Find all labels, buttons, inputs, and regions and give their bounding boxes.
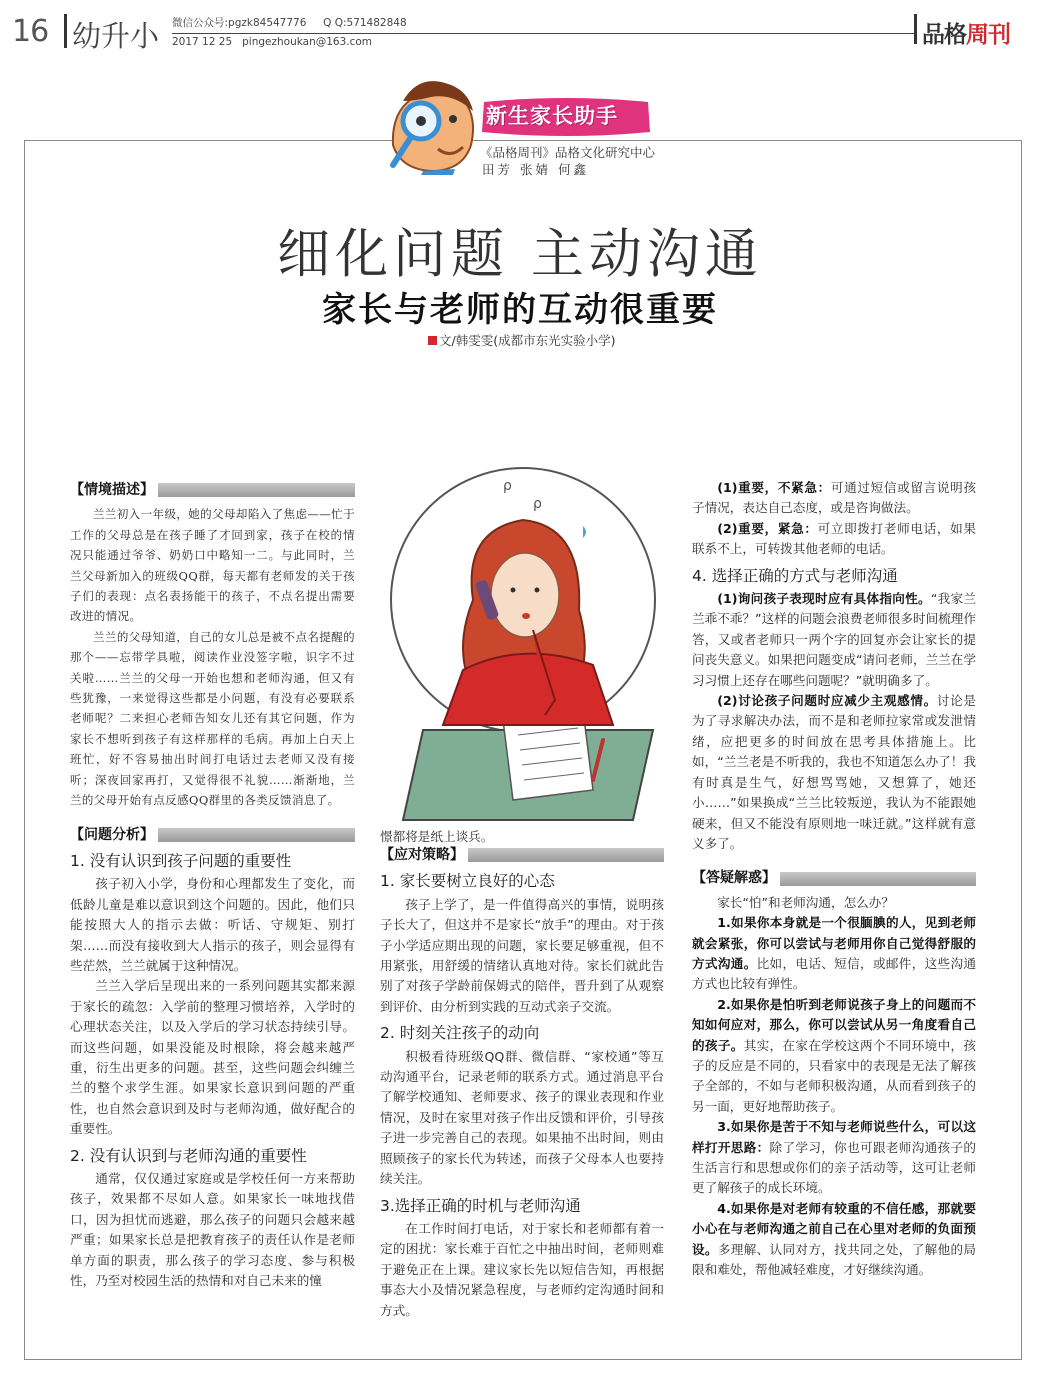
paragraph-continuation: 憬都将是纸上谈兵。 (380, 829, 494, 844)
paragraph: 兰兰的父母知道，自己的女儿总是被不点名提醒的那个——忘带学具啦，阅读作业没签字啦，识字不过关啦……兰兰的父母一开始也想和老师沟通，但又有些犹豫，一来觉得这些都是小问题，有没有必要联系老师呢？二来担心老师告知女儿还有其它问题，作为家长不想听到孩子有这样那样的毛病。再加上白天上班忙，好不容易抽出时间打电话过去老师又没有接听；深夜回家再打，又觉得很不礼貌……渐渐地，兰兰的父母开始有点反感QQ群里的各类反馈消息了。 (70, 629, 355, 808)
mother-on-phone-illustration (383, 460, 663, 830)
section-heading: 【应对策略】 (380, 845, 664, 865)
paragraph: 在工作时间打电话，对于家长和老师都有着一定的困扰：家长难于百忙之中抽出时间，老师则难于避免正在上课。建议家长先以短信告知，再根据事态大小及情况紧急程度，与老师约定沟通时间和方式。 (380, 1220, 664, 1318)
header-divider (64, 14, 67, 48)
paragraph: 通常，仅仅通过家庭或是学校任何一方来帮助孩子，效果都不尽如人意。如果家长一味地找借口，因为担忧而逃避，那么孩子的问题只会越来越严重；如果家长总是把教育孩子的责任认作是老师单方面的职责，那么孩子的学习态度、参与积极性，乃至对校园生活的热情和对自己未来的憧 (70, 1171, 355, 1289)
answer-item: 1.如果你本身就是一个很腼腆的人，见到老师就会紧张，你可以尝试与老师用你自己觉得舒服的方式沟通。比如，电话、短信，或邮件，这些沟通方式也比较有弹性。 (692, 915, 977, 992)
answer-item: 2.如果你是怕听到老师说孩子身上的问题而不知如何应对，那么，你可以尝试从另一角度看自己的孩子。其实，在家在学校这两个不同环境中，孩子的反应是不同的，只看家中的表现是无法了解孩子全部的，不如与老师积极沟通，从而看到孩子的另一面，更好地帮助孩子。 (692, 996, 977, 1114)
paragraph: (2)重要，紧急：可立即拨打老师电话，如果联系不上，可转拨其他老师的电话。 (692, 520, 977, 557)
paragraph: (2)讨论孩子问题时应减少主观感情。讨论是为了寻求解决办法，而不是和老师拉家常或发泄情绪，应把更多的时间放在思考具体措施上。比如，“兰兰老是不听我的，我也不知道怎么办了！我有时真是生气，好想骂骂她，又想算了，她还小……”如果换成“兰兰比较叛逆，我认为不能跟她硬来，但又不能没有原则地一味迁就。”这样就有意义多了。 (692, 693, 977, 851)
feature-tag: 新生家长助手 (486, 104, 618, 128)
qq-number: Q Q:571482848 (323, 17, 407, 29)
wechat-id: 微信公众号:pgzk84547776 (172, 17, 307, 29)
question-intro: 家长“怕”和老师沟通，怎么办？ (717, 894, 894, 910)
article-title: 细化问题 主动沟通 (277, 224, 763, 285)
issue-date: 2017 12 25 (172, 36, 233, 48)
paragraph: 积极看待班级QQ群、微信群、“家校通”等互动沟通平台，记录老师的联系方式。通过消息平台了解学校通知、老师要求、孩子的课业表现和作业情况，及时在家里对孩子作出反馈和评价，引导孩子进一步完善自己的表现。如果抽不出时间，则由照顾孩子的家长代为转述，而孩子父母本人也要持续关注。 (380, 1048, 664, 1187)
brand-logo: 品格周刊 (922, 22, 1010, 48)
header-rule (172, 33, 914, 34)
paragraph: 孩子上学了，是一件值得高兴的事情，说明孩子长大了，但这并不是家长“放手”的理由。对于孩子小学适应期出现的问题，家长要足够重视，但不用紧张，用舒缓的情绪认真地对待。家长们就此告别了对孩子学龄前保姆式的陪伴，晋升到了从观察到评价、由分析到实践的互动式亲子交流。 (380, 896, 664, 1014)
svg-text:ρ: ρ (503, 478, 512, 494)
section-heading: 【情境描述】 (70, 480, 355, 500)
column-middle (380, 845, 664, 1321)
paragraph: 兰兰入学后呈现出来的一系列问题其实都来源于家长的疏忽：入学前的整理习惯培养，入学时的心理状态关注，以及入学后的学习状态持续引导。而这些问题，如果没能及时根除，将会越来越严重，衍生出更多的问题。甚至，这些问题会纠缠兰兰的整个求学生涯。如果家长意识到问题的严重性，也自然会意识到及时与老师沟通，做好配合的重要性。 (70, 978, 355, 1137)
feature-authors: 田芳 张婧 何鑫 (482, 162, 589, 177)
answer-item: 4.如果你是对老师有较重的不信任感，那就要小心在与老师沟通之前自己在心里对老师的负面预设。多理解、认同对方，找共同之处，了解他的局限和难处，帮他减轻难度，才好继续沟通。 (692, 1200, 977, 1278)
paragraph: (1)询问孩子表现时应有具体指向性。“我家兰兰乖不乖？”这样的问题会浪费老师很多时间梳理作答，又或者老师只一两个字的回复亦会让家长的提问丧失意义。如果把问题变成“请问老师，兰兰在学习习惯上还存在哪些问题呢？”就明确多了。 (692, 591, 976, 688)
section-heading: 【答疑解惑】 (692, 868, 976, 888)
research-center: 《品格周刊》品格文化研究中心 (480, 145, 656, 160)
column-left (70, 480, 355, 1291)
sub-heading: 2. 时刻关注孩子的动向 (380, 1024, 540, 1043)
mascot-magnifier-icon (383, 75, 493, 175)
answer-item: 3.如果你是苦于不知与老师说些什么，可以这样打开思路：除了学习，你也可跟老师沟通孩子的生活言行和思想或你们的亲子活动等，这可让老师更了解孩子的成长环境。 (692, 1119, 977, 1196)
byline: 文/韩雯雯(成都市东光实验小学) (428, 331, 615, 349)
paragraph: 孩子初入小学，身份和心理都发生了变化，而低龄儿童是难以意识到这个问题的。因此，他们只能按照大人的指示去做：听话、守规矩、别打架……而没有接收到大人指示的孩子，则会显得有些茫然，兰兰就属于这种情况。 (70, 876, 355, 973)
sub-heading: 1. 家长要树立良好的心态 (380, 872, 555, 891)
section-heading: 【问题分析】 (70, 825, 355, 845)
sub-heading: 4. 选择正确的方式与老师沟通 (692, 566, 898, 585)
sub-heading: 1. 没有认识到孩子问题的重要性 (70, 851, 292, 870)
header-divider-right (914, 14, 917, 44)
column-name: 幼升小 (72, 19, 160, 53)
column-right (692, 478, 976, 1280)
page-number: 16 (12, 14, 49, 49)
sub-heading: 3.选择正确的时机与老师沟通 (380, 1196, 581, 1215)
contact-email: pingezhoukan@163.com (242, 36, 373, 48)
paragraph: (1)重要，不紧急：可通过短信或留言说明孩子情况，表达自己态度，或是咨询做法。 (692, 480, 977, 516)
byline-marker (428, 336, 437, 345)
article-subtitle: 家长与老师的互动很重要 (322, 290, 718, 330)
sub-heading: 2. 没有认识到与老师沟通的重要性 (70, 1146, 307, 1165)
paragraph: 兰兰初入一年级，她的父母却陷入了焦虑——忙于工作的父母总是在孩子睡了才回到家，孩子在校的情况只能通过爷爷、奶奶口中略知一二。与此同时，兰兰父母新加入的班级QQ群，每天都有老师发的关于孩子们的表现：点名表扬能干的孩子，不点名提出需要改进的情况。 (70, 507, 355, 624)
svg-text:ρ: ρ (533, 496, 542, 512)
